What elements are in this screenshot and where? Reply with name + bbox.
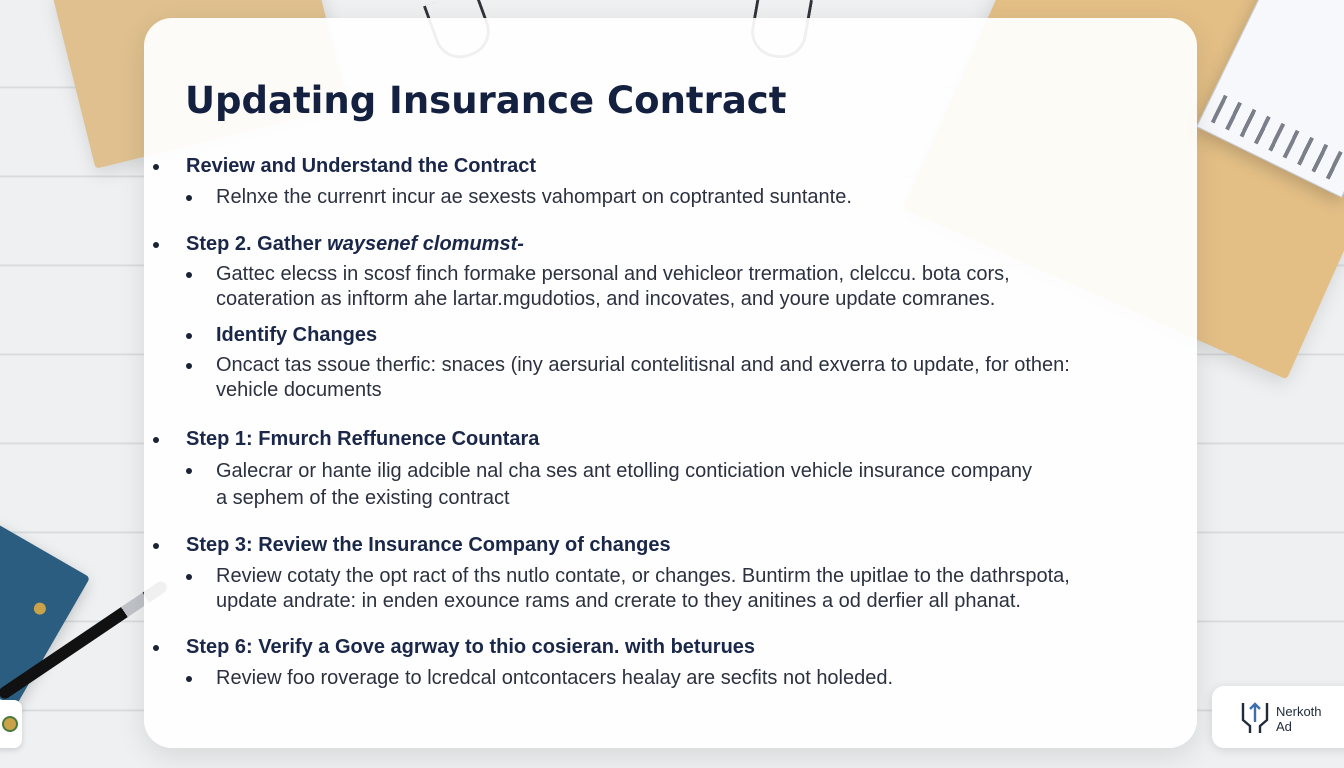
bullet-icon [153, 437, 159, 443]
section-bullet-identify [216, 353, 1070, 403]
bullet-text-line: Review cotaty the opt ract of ths nutlo contate, or changes. Buntirm the upitlae to the dathrspota, [216, 565, 1070, 587]
section-heading-step6 [186, 634, 755, 660]
bullet-text-line: Galecrar or hante ilig adcible nal cha ses ant etolling conticiation vehicle insurance company [216, 460, 1033, 482]
bullet-text-line: Gattec elecss in scosf finch formake personal and vehicleor trermation, clelccu. bota cors, [216, 263, 1010, 285]
bullet-icon [153, 242, 159, 248]
section-bullet-gather [216, 262, 1010, 312]
bullet-icon [153, 164, 159, 170]
section-heading-emphasis: waysenef clomumst- [327, 233, 524, 255]
bullet-text-line: vehicle documents [216, 379, 382, 401]
section-heading-text: Review and Understand the Contract [186, 155, 537, 177]
bullet-icon [153, 543, 159, 549]
bullet-text-line: coateration as inftorm ahe lartar.mgudotios, and incovates, and youre update comranes. [216, 288, 996, 310]
brand-logo-text [1276, 704, 1322, 734]
brand-logo-badge [1212, 686, 1344, 748]
bullet-icon [186, 468, 192, 474]
bullet-icon [186, 676, 192, 682]
bullet-text-line: Relnxe the currenrt incur ae sexests vahompart on coptranted suntante. [216, 186, 852, 208]
section-bullet-review [216, 185, 852, 210]
brand-name-line1: Nerkoth [1276, 704, 1322, 719]
section-heading-step1 [186, 426, 539, 452]
bullet-icon [186, 574, 192, 580]
section-heading-text: Step 2. Gather [186, 233, 328, 255]
bullet-icon [153, 645, 159, 651]
scales-icon [1240, 700, 1270, 734]
section-heading-text: Step 6: Verify a Gove agrway to thio cosieran. with beturues [186, 636, 756, 658]
seal-icon [2, 716, 18, 732]
bullet-icon [186, 272, 192, 278]
section-heading-step3 [186, 532, 671, 558]
bullet-icon [186, 195, 192, 201]
section-heading-text: Step 3: Review the Insurance Company of changes [186, 534, 671, 556]
content-card [144, 18, 1197, 748]
passport-emblem [32, 600, 48, 616]
page-title: Updating Insurance Contract [185, 79, 787, 122]
subheading-identify-changes [216, 322, 377, 348]
left-badge [0, 700, 22, 748]
section-heading-gather [186, 231, 524, 257]
bullet-text-line: Review foo roverage to lcredcal ontcontacers healay are secfits not holeded. [216, 667, 894, 689]
brand-name-line2: Ad [1276, 719, 1292, 734]
bullet-text-line: Oncact tas ssoue therfic: snaces (iny aersurial contelitisnal and and exverra to update, for othen: [216, 354, 1070, 376]
subheading-text: Identify Changes [216, 324, 378, 346]
bullet-icon [186, 333, 192, 339]
section-bullet-step6 [216, 666, 893, 691]
bullet-icon [186, 363, 192, 369]
section-bullet-step3 [216, 564, 1070, 614]
section-heading-review [186, 153, 536, 179]
bullet-text-line: a sephem of the existing contract [216, 487, 510, 509]
section-heading-text: Step 1: Fmurch Reffunence Countara [186, 428, 540, 450]
section-bullet-step1 [216, 458, 1032, 512]
bullet-text-line: update andrate: in enden exounce rams and crerate to they anitines a od derfier all phanat. [216, 590, 1021, 612]
